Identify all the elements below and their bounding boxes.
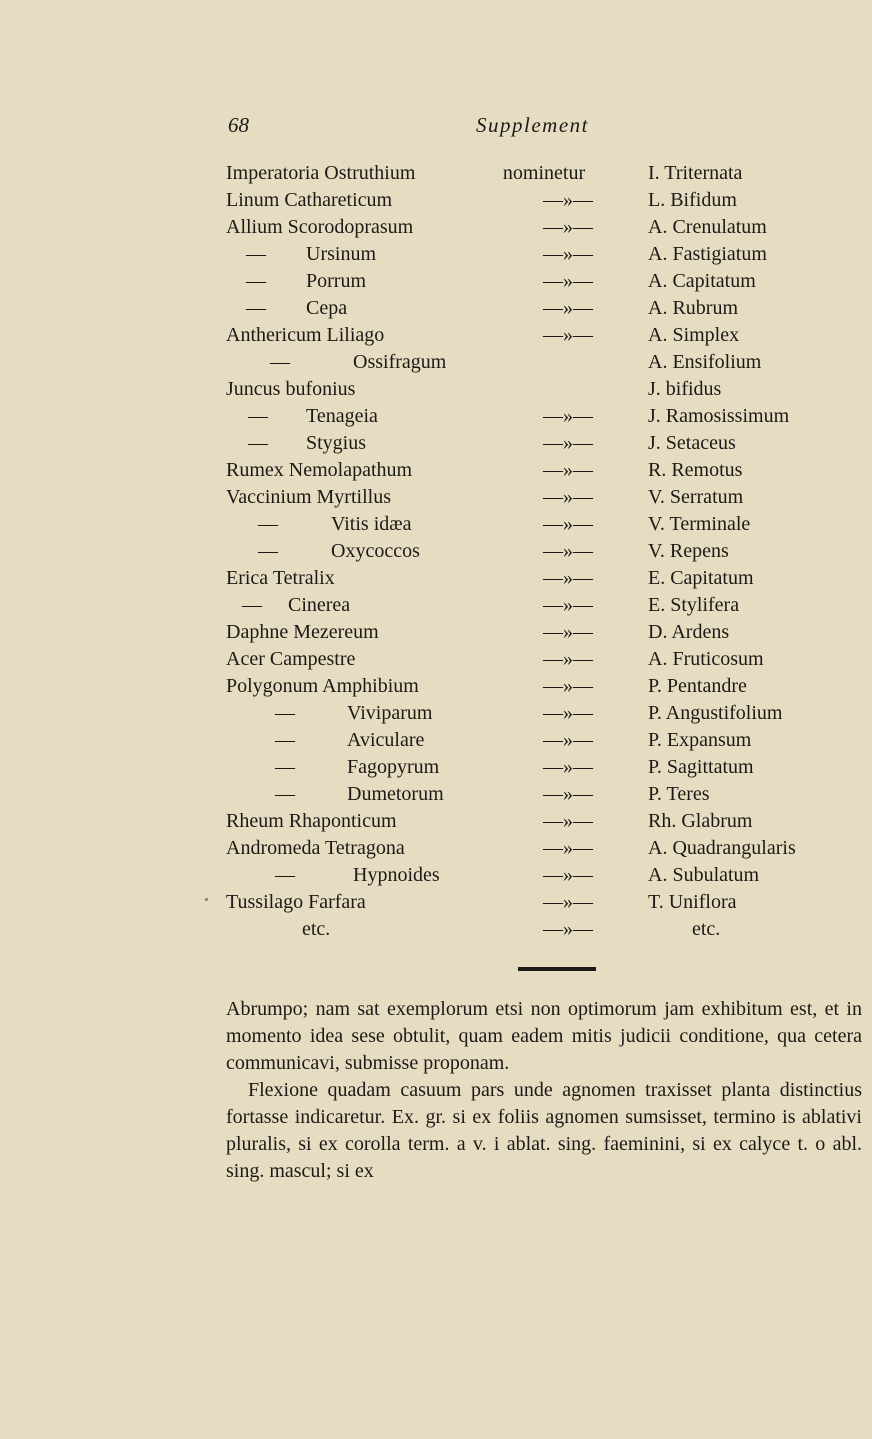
table-row: [0, 727, 872, 754]
ditto-mark: —»—: [543, 621, 593, 643]
ditto-mark: —»—: [543, 459, 593, 481]
new-name: V. Terminale: [648, 513, 751, 535]
ditto-mark: —»—: [543, 189, 593, 211]
running-head: [0, 113, 872, 143]
continuation-dash: —: [246, 270, 266, 292]
plant-name: Andromeda Tetragona: [226, 837, 405, 859]
new-name: A. Fruticosum: [648, 648, 764, 670]
ditto-mark: —»—: [543, 432, 593, 454]
paragraph: Abrumpo; nam sat exemplorum etsi non optimorum jam exhibitum est, et in momento idea sese obtulit, quam eadem mitis judicii conditione, qua cetera communicavi, submisse proponam.: [226, 998, 862, 1074]
table-row: [0, 484, 872, 511]
new-name: A. Quadrangularis: [648, 837, 796, 859]
ditto-mark: —»—: [543, 243, 593, 265]
table-row: [0, 565, 872, 592]
table-row: [0, 349, 872, 376]
ditto-mark: —»—: [543, 270, 593, 292]
new-name: T. Uniflora: [648, 891, 737, 913]
plant-name: Hypnoides: [353, 864, 440, 886]
table-row: [0, 754, 872, 781]
plant-name: Viviparum: [347, 702, 433, 724]
table-row: [0, 889, 872, 916]
new-name: J. Setaceus: [648, 432, 736, 454]
ditto-mark: —»—: [543, 810, 593, 832]
plant-name: Imperatoria Ostruthium: [226, 162, 416, 184]
table-row: [0, 241, 872, 268]
running-title: Supplement: [476, 113, 589, 137]
new-name: E. Stylifera: [648, 594, 740, 616]
new-name: J. Ramosissimum: [648, 405, 790, 427]
continuation-dash: —: [242, 594, 262, 616]
ditto-mark: —»—: [543, 486, 593, 508]
continuation-dash: —: [248, 405, 268, 427]
ditto-mark: —»—: [543, 297, 593, 319]
plant-name-table: [0, 160, 872, 943]
new-name: A. Fastigiatum: [648, 243, 767, 265]
new-name: A. Simplex: [648, 324, 740, 346]
continuation-dash: —: [258, 513, 278, 535]
new-name: Rh. Glabrum: [648, 810, 753, 832]
continuation-dash: —: [248, 432, 268, 454]
table-row: [0, 862, 872, 889]
table-row: [0, 214, 872, 241]
table-row: [0, 430, 872, 457]
continuation-dash: —: [275, 756, 295, 778]
ditto-mark: —»—: [543, 567, 593, 589]
ditto-mark: —»—: [543, 540, 593, 562]
plant-name: Rumex Nemolapathum: [226, 459, 413, 481]
continuation-dash: —: [275, 702, 295, 724]
ditto-mark: —»—: [543, 594, 593, 616]
table-row: [0, 403, 872, 430]
ditto-mark: —»—: [543, 324, 593, 346]
plant-name: Acer Campestre: [226, 648, 356, 670]
ditto-mark: —»—: [543, 675, 593, 697]
new-name: P. Angustifolium: [648, 702, 783, 724]
table-row: [0, 295, 872, 322]
continuation-dash: —: [246, 243, 266, 265]
table-row: [0, 268, 872, 295]
table-row: [0, 781, 872, 808]
new-name: P. Sagittatum: [648, 756, 754, 778]
table-row: [0, 592, 872, 619]
plant-name: Dumetorum: [347, 783, 444, 805]
table-row: [0, 673, 872, 700]
plant-name: Erica Tetralix: [226, 567, 335, 589]
table-row: [0, 376, 872, 403]
continuation-dash: —: [270, 351, 290, 373]
plant-name: Tussilago Farfara: [226, 891, 366, 913]
new-name: P. Expansum: [648, 729, 752, 751]
plant-name: etc.: [302, 918, 331, 940]
table-row: [0, 538, 872, 565]
ditto-mark: —»—: [543, 216, 593, 238]
plant-name: Porrum: [306, 270, 366, 292]
table-row: [0, 700, 872, 727]
plant-name: Anthericum Liliago: [226, 324, 385, 346]
nominetur-label: nominetur: [502, 162, 586, 184]
new-name: E. Capitatum: [648, 567, 754, 589]
new-name: L. Bifidum: [648, 189, 737, 211]
table-row: [0, 808, 872, 835]
plant-name: Ossifragum: [353, 351, 447, 373]
plant-name: Fagopyrum: [347, 756, 440, 778]
table-row: [0, 187, 872, 214]
table-row: [0, 322, 872, 349]
new-name: A. Subulatum: [648, 864, 760, 886]
ditto-mark: —»—: [543, 891, 593, 913]
new-name: A. Capitatum: [648, 270, 756, 292]
plant-name: Polygonum Amphibium: [226, 675, 419, 697]
new-name: P. Pentandre: [648, 675, 747, 697]
plant-name: Allium Scorodoprasum: [226, 216, 414, 238]
section-rule: [518, 967, 596, 971]
table-row: [0, 916, 872, 943]
table-row: [0, 160, 872, 187]
new-name: D. Ardens: [648, 621, 730, 643]
new-name: A. Ensifolium: [648, 351, 762, 373]
ditto-mark: —»—: [543, 513, 593, 535]
new-name: R. Remotus: [648, 459, 743, 481]
new-name: etc.: [692, 918, 721, 940]
plant-name: Vitis idæa: [331, 513, 412, 535]
plant-name: Rheum Rhaponticum: [226, 810, 397, 832]
new-name: V. Serratum: [648, 486, 744, 508]
body-text: [226, 996, 862, 1185]
plant-name: Oxycoccos: [331, 540, 420, 562]
table-row: [0, 511, 872, 538]
continuation-dash: —: [275, 783, 295, 805]
continuation-dash: —: [258, 540, 278, 562]
paragraph: Flexione quadam casuum pars unde agnomen traxisset planta distinctius fortasse indicaretur. Ex. gr. si ex foliis agnomen sumsisset, termino is ablativi pluralis, si ex corolla term. a v. i ablat. sing. faeminini, si ex calyce t. o abl. sing. mascul; si ex: [226, 1079, 862, 1182]
ditto-mark: —»—: [543, 783, 593, 805]
table-row: [0, 835, 872, 862]
ditto-mark: —»—: [543, 864, 593, 886]
ditto-mark: —»—: [543, 405, 593, 427]
table-row: [0, 619, 872, 646]
new-name: A. Rubrum: [648, 297, 738, 319]
new-name: P. Teres: [648, 783, 710, 805]
ditto-mark: —»—: [543, 702, 593, 724]
plant-name: Cepa: [306, 297, 348, 319]
plant-name: Vaccinium Myrtillus: [226, 486, 391, 508]
continuation-dash: —: [275, 864, 295, 886]
page-number: 68: [228, 113, 249, 137]
plant-name: Stygius: [306, 432, 367, 454]
table-row: [0, 646, 872, 673]
print-speck: [205, 898, 208, 901]
ditto-mark: —»—: [543, 837, 593, 859]
new-name: I. Triternata: [648, 162, 743, 184]
ditto-mark: —»—: [543, 918, 593, 940]
plant-name: Aviculare: [347, 729, 425, 751]
ditto-mark: —»—: [543, 729, 593, 751]
plant-name: Tenageia: [306, 405, 378, 427]
plant-name: Cinerea: [288, 594, 351, 616]
continuation-dash: —: [275, 729, 295, 751]
ditto-mark: —»—: [543, 756, 593, 778]
new-name: A. Crenulatum: [648, 216, 767, 238]
table-row: [0, 457, 872, 484]
ditto-mark: —»—: [543, 648, 593, 670]
plant-name: Juncus bufonius: [226, 378, 356, 400]
plant-name: Daphne Mezereum: [226, 621, 379, 643]
plant-name: Linum Cathareticum: [226, 189, 393, 211]
new-name: J. bifidus: [648, 378, 722, 400]
continuation-dash: —: [246, 297, 266, 319]
new-name: V. Repens: [648, 540, 729, 562]
plant-name: Ursinum: [306, 243, 376, 265]
